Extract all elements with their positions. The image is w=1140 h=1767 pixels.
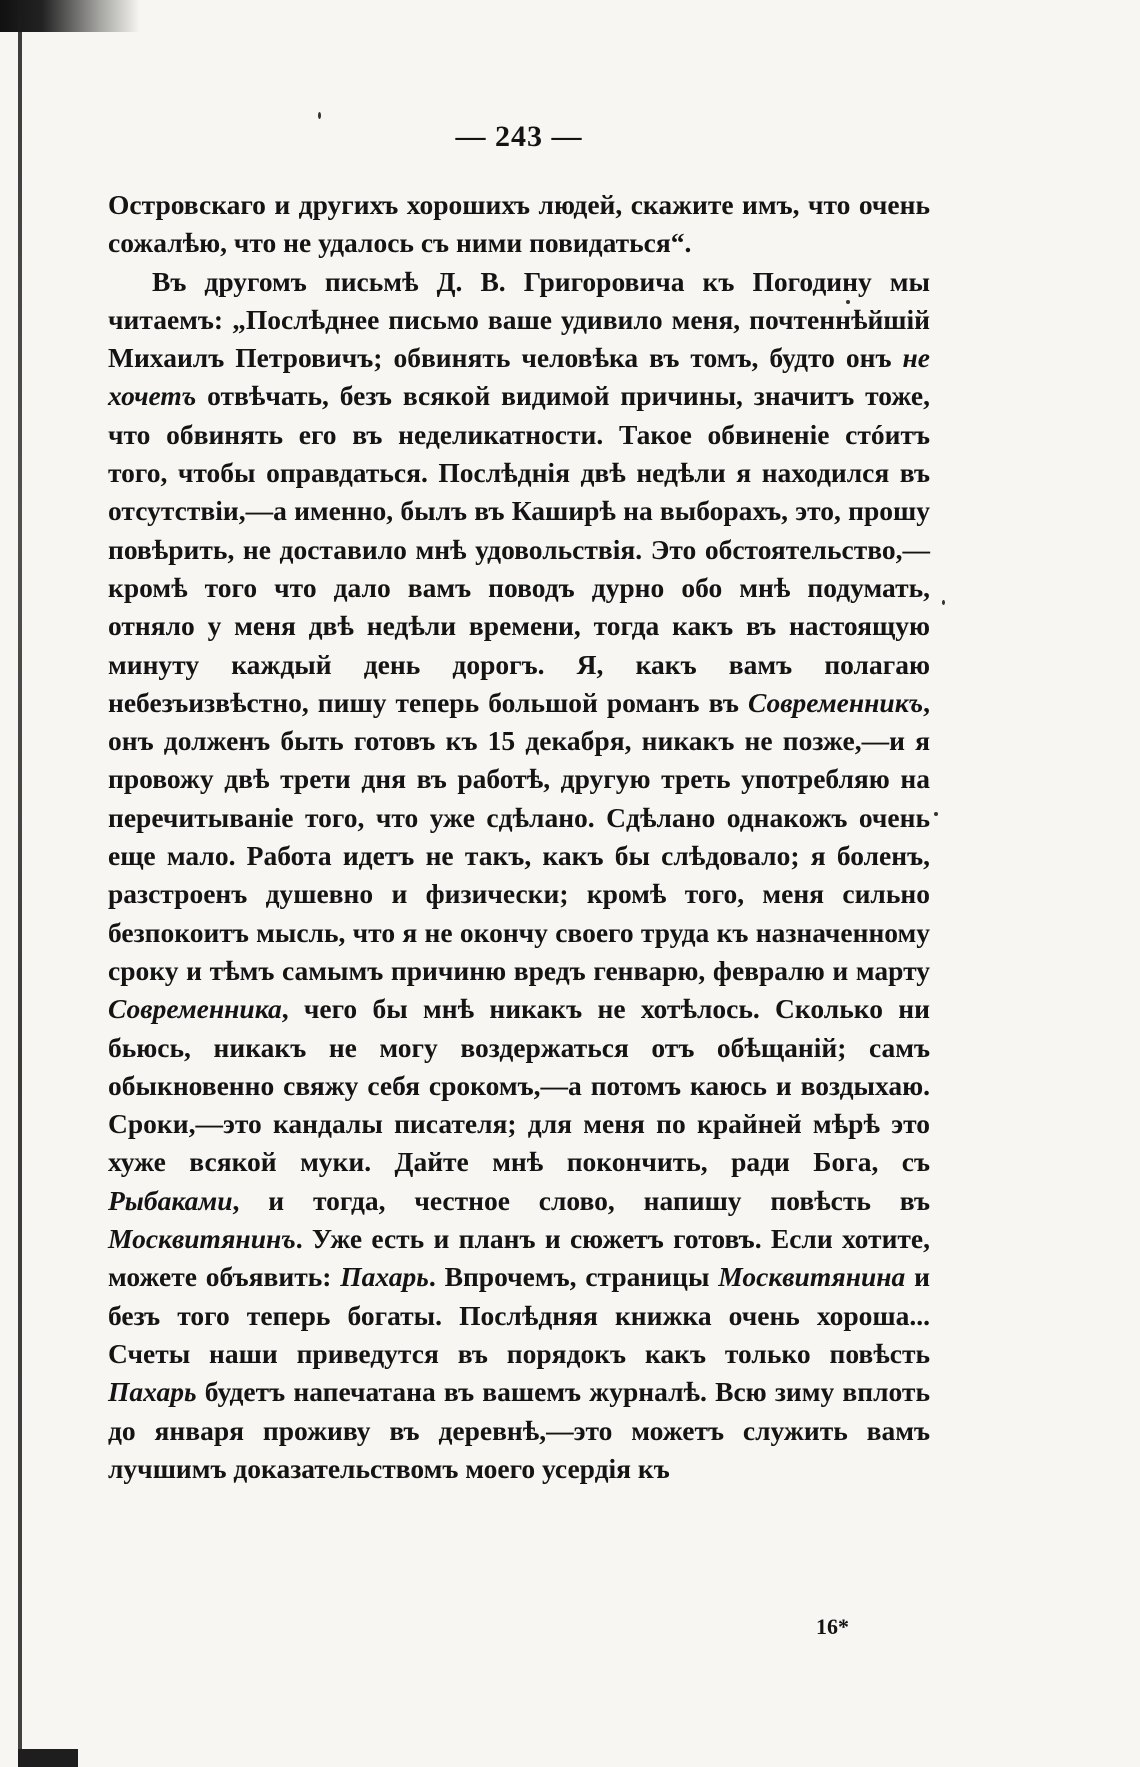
page-number: — 243 — [455, 120, 583, 153]
scan-binding-edge [18, 0, 22, 1767]
italic-title-text: Москвитянинъ [108, 1223, 296, 1255]
italic-title-text: Современникъ [747, 686, 924, 718]
page-text-body [108, 186, 930, 1488]
italic-title-text: Современника [108, 993, 282, 1025]
text-segment: , и тогда, честное слово, напишу повѣсть въ [232, 1184, 930, 1216]
text-segment: и безъ того теперь богаты. Послѣдняя книжка очень хороша... Счеты наши приведутся въ порядокъ какъ только повѣсть [108, 1261, 930, 1369]
scan-shadow-bottom [18, 1749, 78, 1767]
text-segment: Островскаго и другихъ хорошихъ людей, скажите имъ, что очень сожалѣю, что не удалось съ ними повидаться“. [108, 189, 930, 259]
scan-speck [318, 112, 321, 119]
text-segment: . Уже есть и планъ и сюжетъ готовъ. Если хотите, можете объявить: [108, 1223, 930, 1293]
italic-title-text: Пахарь [340, 1261, 429, 1293]
paragraph [108, 186, 930, 263]
text-segment: отвѣчать, безъ всякой видимой причины, значитъ тоже, что обвинять его въ неделикатности. Такое обвиненіе стóитъ того, чтобы оправдаться. Послѣднія двѣ недѣли я находился въ отсутствіи,—а именно, былъ въ Каширѣ на выборахъ, это, прошу повѣрить, не доставило мнѣ удовольствія. Это обстоятельство,— кромѣ того что дало вамъ поводъ дурно обо мнѣ подумать, отняло у меня двѣ недѣли времени, тогда какъ въ настоящую минуту каждый день дорогъ. Я, какъ вамъ полагаю небезъизвѣстно, пишу теперь большой романъ въ [108, 380, 930, 718]
text-segment: . Впрочемъ, страницы [428, 1261, 719, 1293]
italic-title-text: Пахарь [108, 1376, 197, 1408]
signature-mark: 16* [816, 1614, 849, 1639]
text-segment: Въ другомъ письмѣ Д. В. Григоровича къ Погодину мы читаемъ: „Послѣднее письмо ваше удивило меня, почтеннѣйшій Михаилъ Петровичъ; обвинять человѣка въ томъ, будто онъ [108, 265, 930, 374]
scan-speck [934, 812, 938, 816]
scan-speck [942, 600, 945, 605]
paragraph [108, 263, 930, 1489]
text-segment: будетъ напечатана въ вашемъ журналѣ. Всю зиму вплоть до января проживу въ деревнѣ,—это можетъ служить вамъ лучшимъ доказательствомъ моего усердія къ [108, 1376, 930, 1484]
book-page [108, 120, 930, 1488]
text-segment: , онъ долженъ быть готовъ къ 15 декабря, никакъ не позже,—и я провожу двѣ трети дня въ работѣ, другую треть употребляю на перечитываніе того, что уже сдѣлано. Сдѣлано однакожъ очень еще мало. Работа идетъ не такъ, какъ бы слѣдовало; я боленъ, разстроенъ душевно и физически; кромѣ того, меня сильно безпокоитъ мысль, что я не окончу своего труда къ назначенному сроку и тѣмъ самымъ причиню вредъ генварю, февралю и марту [108, 686, 930, 986]
italic-title-text: не хочетъ [108, 342, 930, 412]
text-segment: , чего бы мнѣ никакъ не хотѣлось. Сколько ни бьюсь, никакъ не могу воздержаться отъ обѣщаній; самъ обыкновенно свяжу себя срокомъ,—а потомъ каюсь и воздыхаю. Сроки,—это кандалы писателя; для меня по крайней мѣрѣ это хуже всякой муки. Дайте мнѣ покончить, ради Бога, съ [108, 993, 930, 1178]
italic-title-text: Рыбаками [108, 1184, 233, 1216]
italic-title-text: Москвитянина [718, 1261, 906, 1293]
